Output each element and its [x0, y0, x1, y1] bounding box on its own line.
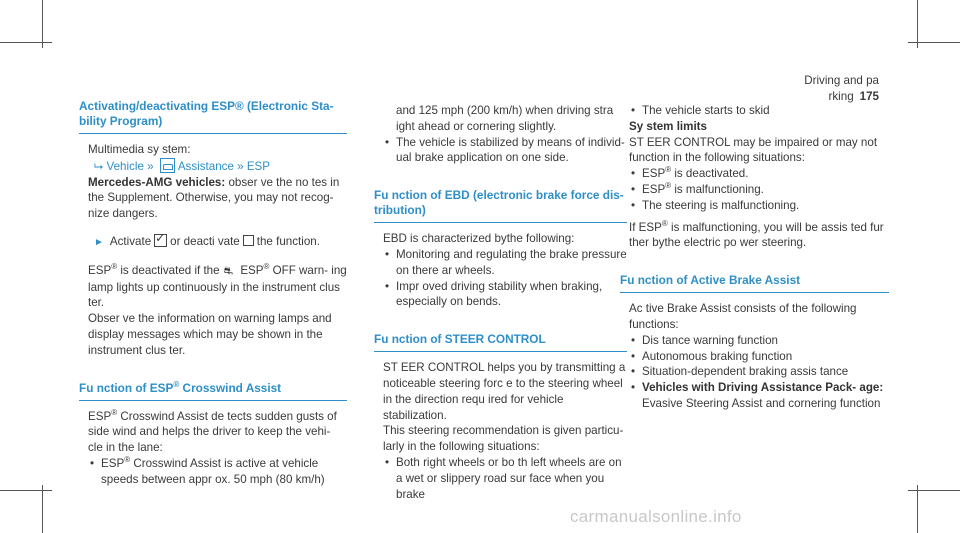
steer-text: ST EER CONTROL helps you by transmitting a noticeable steering forc e to the steering wheel in the direction requ ired for vehicle stabilization. [383, 361, 626, 422]
list-item: • Situation-dependent braking assis tance [629, 364, 889, 380]
list-item: • The vehicle starts to skid [629, 103, 889, 119]
list-item: • Autonomous braking function [629, 349, 889, 365]
list-item: • Dis tance warning function [629, 333, 889, 349]
path-vehicle: Vehicle [106, 159, 144, 173]
checkbox-checked-icon [154, 234, 167, 247]
list-item: • ESP® is malfunctioning. [629, 182, 889, 198]
path-esp: ESP [246, 159, 271, 173]
continued-text: and 125 mph (200 km/h) when driving stra ight ahead or cornering slightly. [396, 104, 614, 133]
path-assistance: Assistance [177, 159, 234, 173]
list-item: • ESP® is deactivated. [629, 166, 889, 182]
crop-mark [908, 42, 960, 43]
forward-icon: » [147, 159, 154, 173]
car-icon [160, 158, 175, 173]
heading-esp: Activating/deactivating ESP® (Electronic Sta‐ bility Program) [79, 99, 347, 134]
page-header [759, 73, 879, 105]
esp-deactivated-text: ESP® is deactivated if the ⛐ ESP® OFF warn‐ ing lamp lights up continuously in the instrument clus ter. [88, 261, 347, 310]
column-1 [79, 99, 347, 488]
heading-crosswind: Fu nction of ESP® Crosswind Assist [79, 381, 347, 401]
steer-rec: This steering recommendation is given particu‐ larly in the following situations: [383, 424, 624, 454]
checkbox-empty-icon [243, 235, 254, 246]
system-limits-title: Sy stem limits [629, 119, 707, 133]
list-item: • Impr oved driving stability when braking, especially on bends. [383, 279, 627, 311]
watermark: carmanualsonline.info [570, 507, 742, 526]
if-esp-text: If ESP® is malfunctioning, you will be assis ted fur ther bythe electric po wer steering. [629, 218, 884, 250]
crop-mark [908, 490, 960, 491]
crop-mark [917, 0, 918, 48]
ebd-intro: EBD is characterized bythe following: [383, 232, 575, 246]
list-item: • The steering is malfunctioning. [629, 198, 889, 214]
list-item: • Monitoring and regulating the brake pressure on there ar wheels. [383, 247, 627, 279]
column-3 [620, 103, 889, 412]
multimedia-label: Multimedia sy stem: [88, 143, 191, 156]
crop-mark [0, 490, 52, 491]
observe-text: Obser ve the information on warning lamps and display messages which may be shown in the instrument clus ter. [88, 312, 332, 357]
crop-mark [0, 42, 52, 43]
column-2 [374, 103, 627, 502]
menu-path [88, 158, 347, 175]
limits-text: ST EER CONTROL may be impaired or may not function in the following situations: [629, 135, 878, 165]
section-title: Driving and pa rking [804, 74, 879, 103]
heading-ebd: Fu nction of EBD (electronic brake force dis‐ tribution) [374, 188, 627, 223]
action-arrow-icon: ► [94, 236, 104, 248]
list-item: • Both right wheels or bo th left wheels are on a wet or slippery road sur face when you brake [383, 455, 627, 502]
list-item: • ESP® Crosswind Assist is active at vehicle speeds between appr ox. 50 mph (80 km/h) [88, 456, 347, 488]
crop-mark [42, 0, 43, 48]
crop-mark [917, 485, 918, 533]
crosswind-text: ESP® Crosswind Assist de tects sudden gusts of side wind and helps the driver to keep the vehi‐ cle in the lane: [88, 407, 337, 455]
heading-steer-control: Fu nction of STEER CONTROL [374, 332, 627, 352]
list-item: • The vehicle is stabilized by means of individ‐ ual brake application on one side. [383, 135, 627, 167]
aba-intro: Ac tive Brake Assist consists of the following functions: [629, 302, 857, 331]
forward-icon: » [237, 159, 244, 173]
skid-off-icon: ⛐ [223, 264, 234, 277]
crop-mark [42, 485, 43, 533]
activate-instruction: ► Activate✓ or deacti vate the function. [88, 234, 347, 251]
heading-active-brake-assist: Fu nction of Active Brake Assist [620, 273, 889, 293]
path-arrow-icon: ⮡ [94, 159, 104, 173]
amg-note: Mercedes-AMG vehicles: obser ve the no tes in the Supplement. Otherwise, you may not recog‐ nize dangers. [88, 175, 340, 221]
page-number: 175 [859, 89, 879, 103]
list-item: • Vehicles with Driving Assistance Pack‐ age: Evasive Steering Assist and cornering function [629, 380, 889, 412]
